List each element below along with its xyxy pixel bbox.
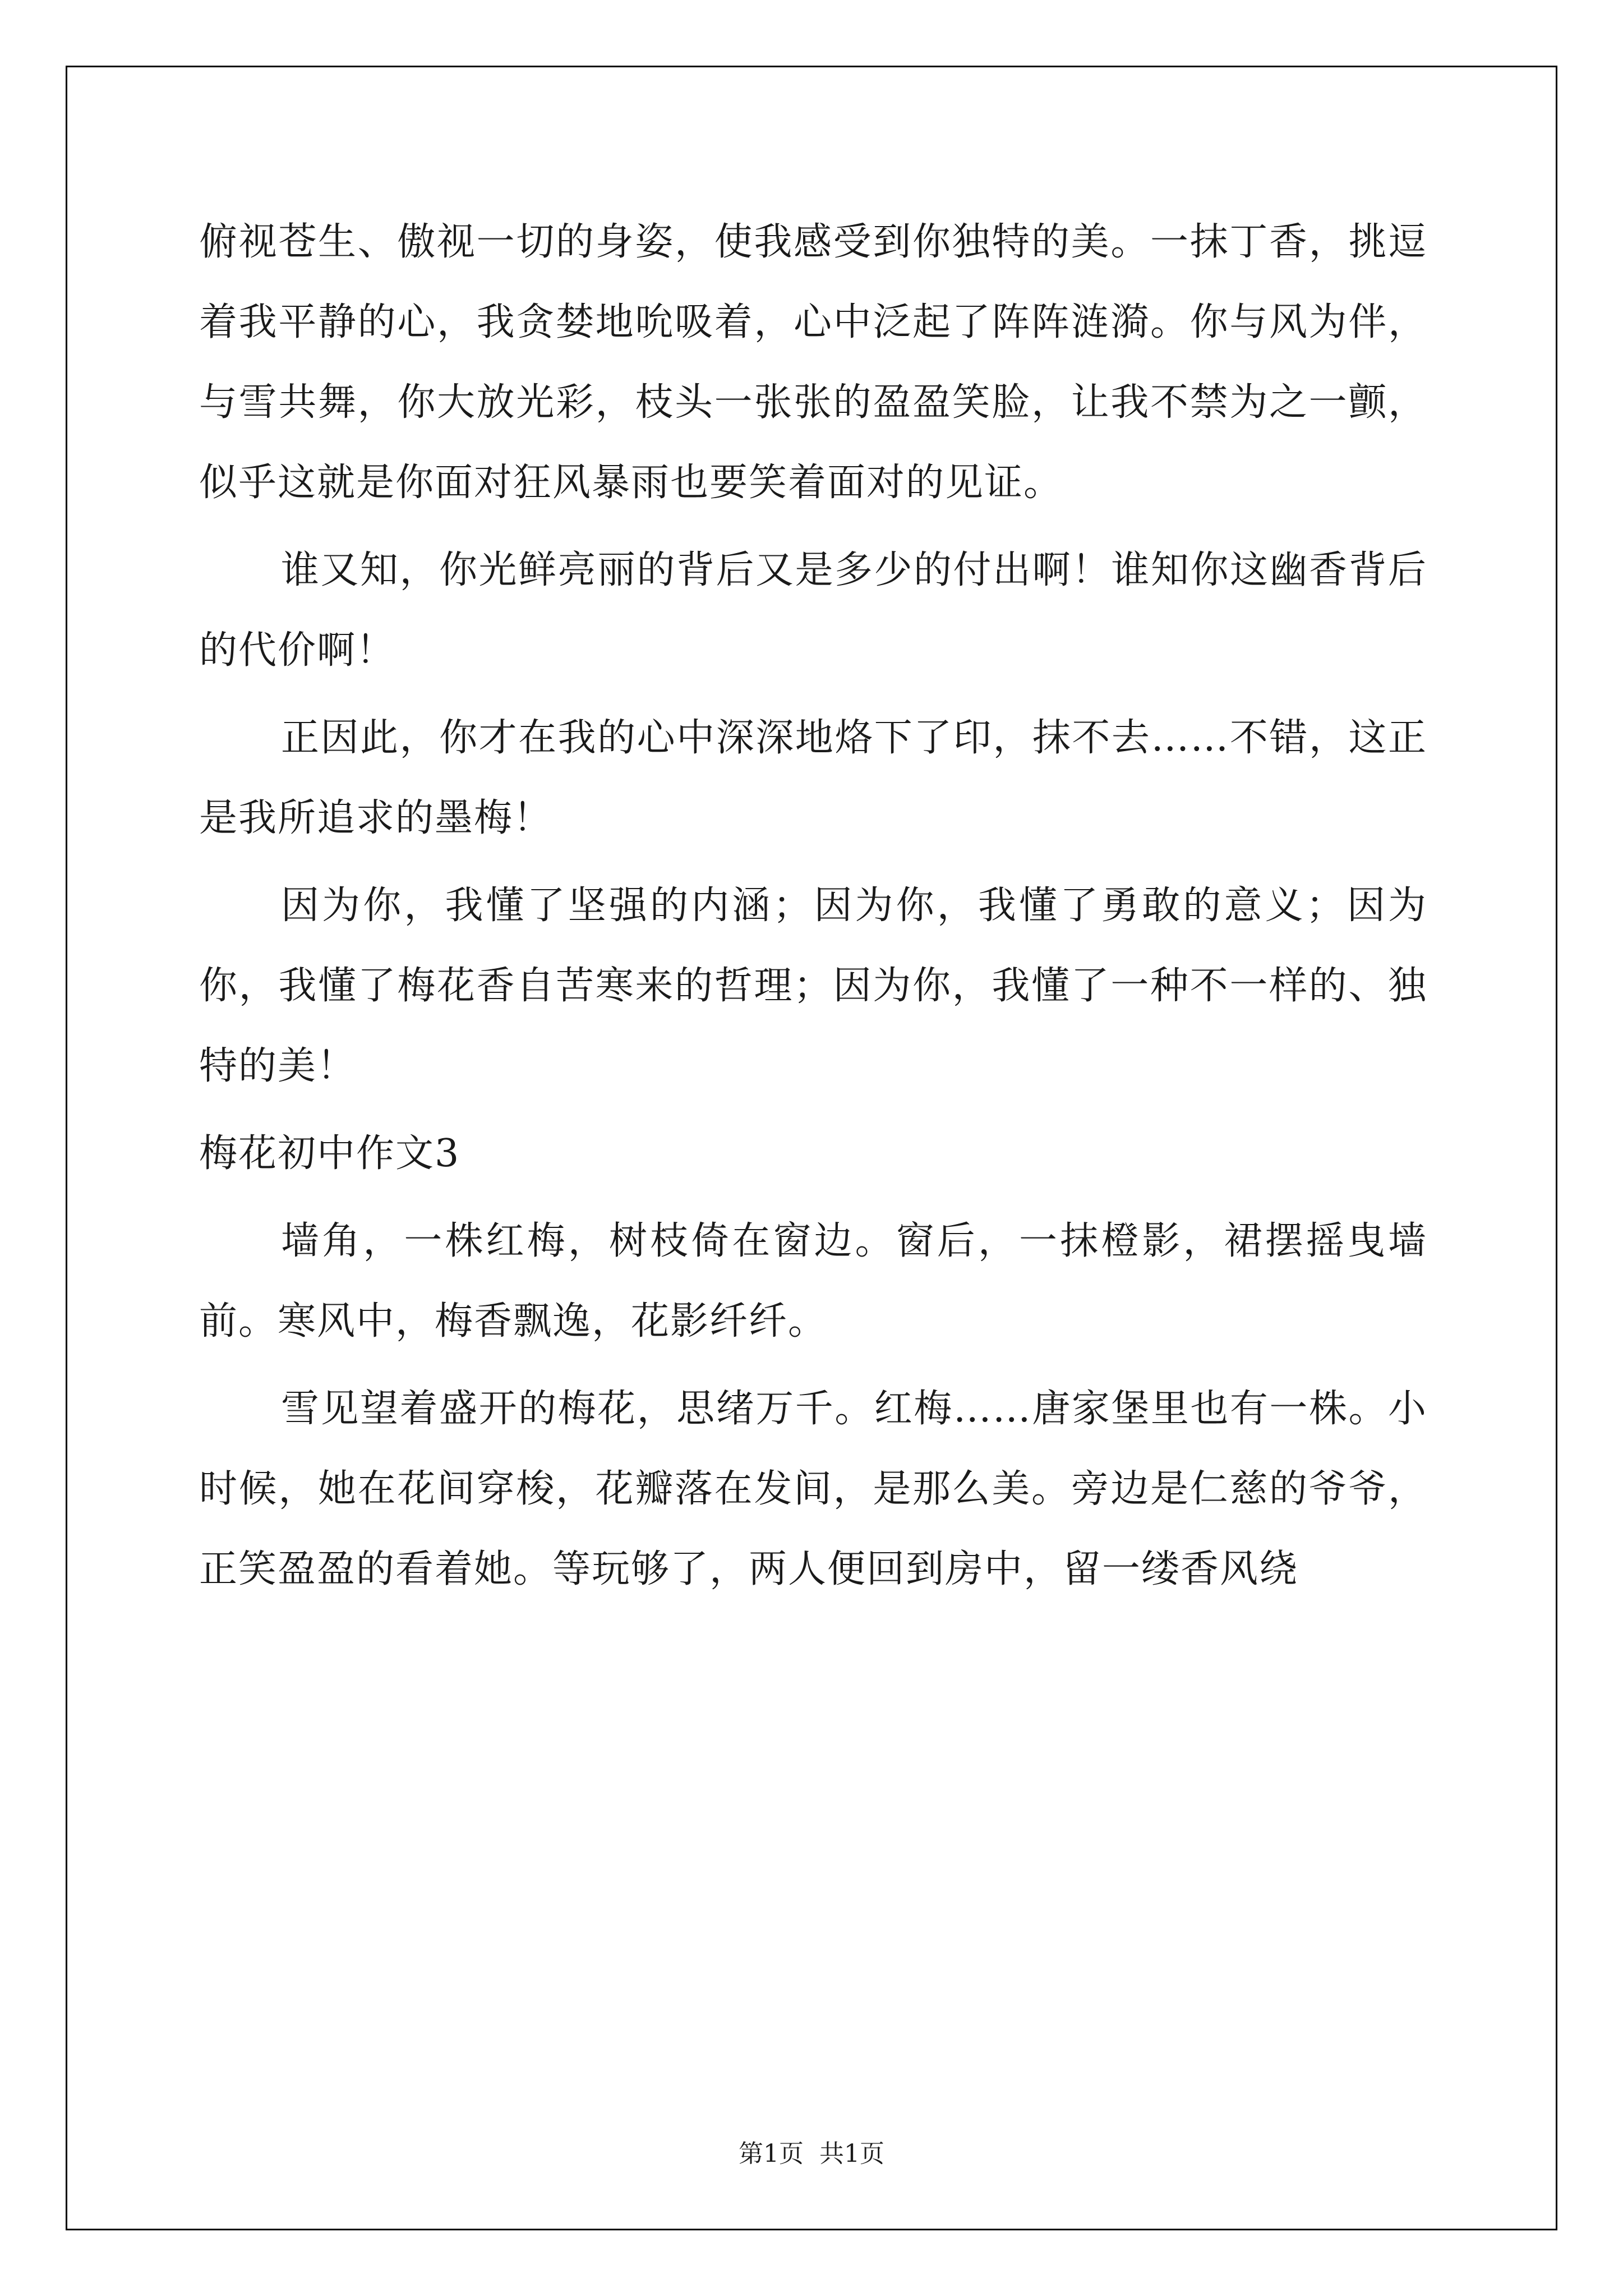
paragraph: 雪见望着盛开的梅花，思绪万千。红梅……唐家堡里也有一株。小时候，她在花间穿梭，花瓣落在发间，是那么美。旁边是仁慈的爷爷，正笑盈盈的看着她。等玩够了，两人便回到房中，留一缕香风绕 — [199, 1387, 1427, 1591]
paragraph: 墙角，一株红梅，树枝倚在窗边。窗后，一抹橙影，裙摆摇曳墙前。寒风中，梅香飘逸，花影纤纤。 — [199, 1219, 1427, 1343]
paragraph: 谁又知，你光鲜亮丽的背后又是多少的付出啊！谁知你这幽香背后的代价啊！ — [199, 548, 1427, 673]
paragraph: 因为你，我懂了坚强的内涵；因为你，我懂了勇敢的意义；因为你，我懂了梅花香自苦寒来的哲理；因为你，我懂了一种不一样的、独特的美！ — [199, 884, 1427, 1088]
paragraph: 俯视苍生、傲视一切的身姿，使我感受到你独特的美。一抹丁香，挑逗着我平静的心，我贪婪地吮吸着，心中泛起了阵阵涟漪。你与风为伴，与雪共舞，你大放光彩，枝头一张张的盈盈笑脸，让我不禁为之一颤，似乎这就是你面对狂风暴雨也要笑着面对的见证。 — [199, 220, 1427, 505]
page-number: 第1页 — [739, 2139, 804, 2168]
page-footer — [0, 2133, 1623, 2169]
document-body — [199, 202, 1427, 1617]
page-total: 共1页 — [819, 2139, 884, 2168]
section-heading: 梅花初中作文3 — [199, 1131, 460, 1176]
paragraph: 正因此，你才在我的心中深深地烙下了印，抹不去……不错，这正是我所追求的墨梅！ — [199, 716, 1427, 840]
